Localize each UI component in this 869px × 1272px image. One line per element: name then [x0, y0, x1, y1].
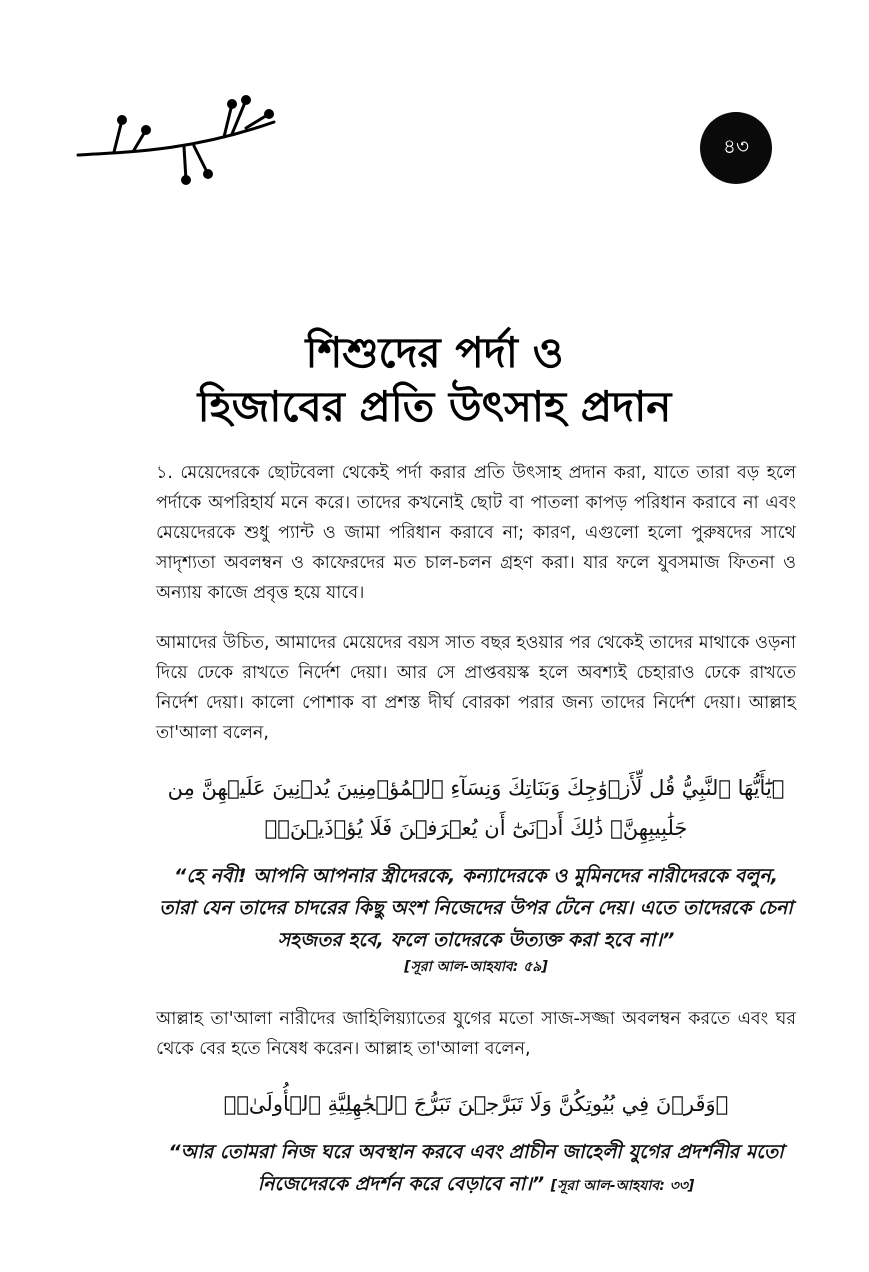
page-number: ৪৩	[723, 133, 749, 158]
branch-ornament-icon	[74, 92, 284, 192]
title-line-1: শিশুদের পর্দা ও	[305, 328, 564, 377]
paragraph-1: ১. মেয়েদেরকে ছোটবেলা থেকেই পর্দা করার প্রতি উৎসাহ প্রদান করা, যাতে তারা বড় হলে পর্দাকে অপরিহার্য মনে করে। তাদের কখনোই ছোট বা পাতলা কাপড় পরিধান করাবে না এবং মেয়েদেরকে শুধু প্যান্ট ও জামা পরিধান করাবে না; কারণ, এগুলো হলো পুরুষদের সাথে সাদৃশ্যতা অবলম্বন ও কাফেরদের মত চাল-চলন গ্রহণ করা। যার ফলে যুবসমাজ ফিতনা ও অন্যায় কাজে প্রবৃত্ত হয়ে যাবে।	[156, 463, 796, 603]
title-line-2: হিজাবের প্রতি উৎসাহ প্রদান	[197, 382, 672, 431]
page-title	[0, 326, 869, 434]
translation-quote-2-text: “আর তোমরা নিজ ঘরে অবস্থান করবে এবং প্রাচীন জাহেলী যুগের প্রদর্শনীর মতো নিজেদেরকে প্রদর্শন করে বেড়াবে না।”	[168, 1141, 784, 1195]
body-content	[156, 458, 796, 1202]
translation-quote-1: “হে নবী! আপনি আপনার স্ত্রীদেরকে, কন্যাদেরকে ও মুমিনদের নারীদেরকে বলুন, তারা যেন তাদের চাদরের কিছু অংশ নিজেদের উপর টেনে দেয়। এতে তাদেরকে চেনা সহজতর হবে, ফলে তাদেরকে উত্যক্ত করা হবে না।”	[159, 865, 793, 951]
paragraph-3: আল্লাহ তা'আলা নারীদের জাহিলিয়্যাতের যুগের মতো সাজ-সজ্জা অবলম্বন করতে এবং ঘর থেকে বের হতে নিষেধ করেন। আল্লাহ তা'আলা বলেন,	[156, 1009, 796, 1059]
arabic-verse-2: ﴿وَقَرۡنَ فِي بُيُوتِكُنَّ وَلَا تَبَرَّجۡنَ تَبَرُّجَ ٱلۡجَٰهِلِيَّةِ ٱلۡأُولَىٰۖ﴾	[223, 1092, 729, 1116]
quran-reference-2: [সূরা আল-আহযাব: ৩৩]	[550, 1178, 695, 1194]
arabic-verse-1: ﴿يَٰٓأَيُّهَا ٱلنَّبِيُّ قُل لِّأَزۡوَٰجِكَ وَبَنَاتِكَ وَنِسَآءِ ٱلۡمُؤۡمِنِينَ يُدۡنِينَ عَلَيۡهِنَّ مِن جَلَٰبِيبِهِنَّۚ ذَٰلِكَ أَدۡنَىٰٓ أَن يُعۡرَفۡنَ فَلَا يُؤۡذَيۡنَۗ﴾	[167, 776, 785, 840]
quran-reference-1: [সূরা আল-আহযাব: ৫৯]	[404, 959, 548, 975]
paragraph-2: আমাদের উচিত, আমাদের মেয়েদের বয়স সাত বছর হওয়ার পর থেকেই তাদের মাথাকে ওড়না দিয়ে ঢেকে রাখতে নির্দেশ দেয়া। আর সে প্রাপ্তবয়স্ক হলে অবশ্যই চেহারাও ঢেকে রাখতে নির্দেশ দেয়া। কালো পোশাক বা প্রশস্ত দীর্ঘ বোরকা পরার জন্য তাদের নির্দেশ দেয়া। আল্লাহ তা'আলা বলেন,	[156, 633, 796, 743]
page-number-badge	[700, 112, 772, 184]
translation-quote-2	[156, 1136, 796, 1202]
